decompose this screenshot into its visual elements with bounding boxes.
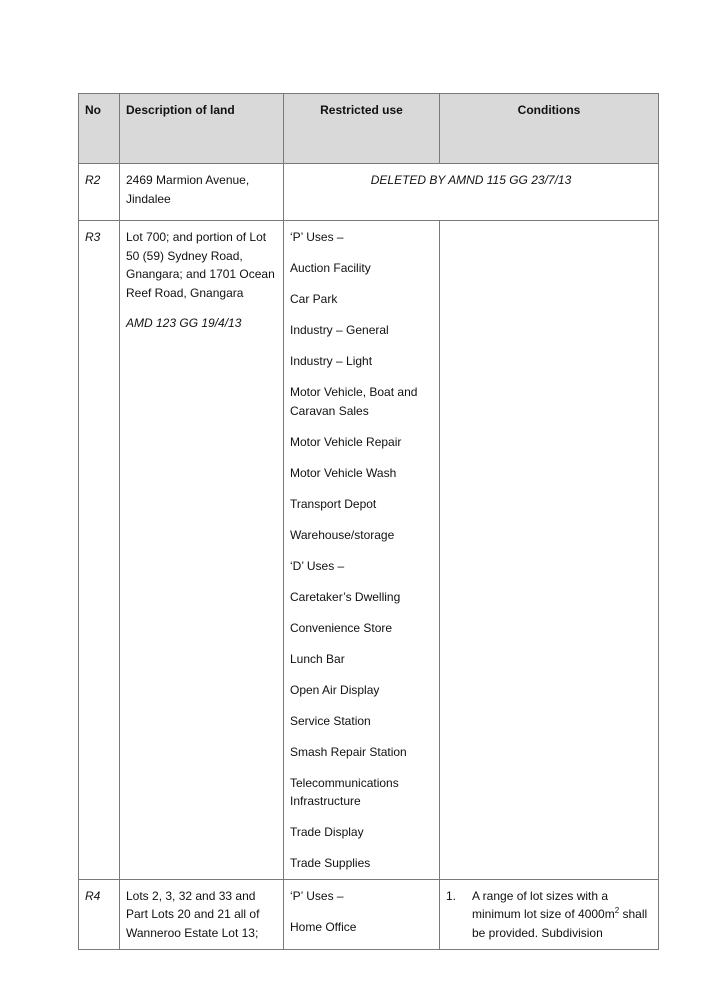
use-item: Service Station	[290, 713, 371, 728]
use-item: Smash Repair Station	[290, 744, 407, 759]
use-item: Industry – General	[290, 323, 389, 337]
use-item: Auction Facility	[290, 261, 371, 275]
use-item: ‘P’ Uses –	[290, 888, 344, 903]
table-header-row	[79, 94, 659, 164]
use-item: Trade Display	[290, 825, 364, 839]
row-r4-restricted-uses	[284, 879, 440, 949]
condition-item	[446, 887, 652, 943]
row-r2-description: 2469 Marmion Avenue, Jindalee	[120, 164, 284, 221]
use-item: Convenience Store	[290, 620, 393, 635]
row-r3-conditions	[440, 221, 659, 880]
use-item: ‘D’ Uses –	[290, 558, 345, 573]
use-item: ‘P’ Uses –	[290, 230, 344, 244]
use-item: Motor Vehicle, Boat and Caravan Sales	[290, 385, 418, 418]
use-item: Trade Supplies	[290, 856, 371, 870]
use-item: Home Office	[290, 919, 357, 934]
table-row-r3	[79, 221, 659, 880]
row-r4-conditions	[440, 879, 659, 949]
row-r3-description: Lot 700; and portion of Lot 50 (59) Sydney Road, Gnangara; and 1701 Ocean Reef Road, Gnangara	[126, 230, 275, 300]
use-item: Industry – Light	[290, 354, 373, 368]
header-no: No	[79, 94, 120, 164]
header-description-of-land: Description of land	[120, 94, 284, 164]
condition-text	[472, 887, 652, 943]
use-item: Warehouse/storage	[290, 527, 395, 542]
use-item: Open Air Display	[290, 682, 380, 697]
use-item: Car Park	[290, 292, 338, 306]
row-r2-number: R2	[79, 164, 120, 221]
row-r3-amendment-note: AMD 123 GG 19/4/13	[126, 316, 242, 330]
use-item: Transport Depot	[290, 496, 377, 511]
condition-number: 1.	[446, 888, 457, 903]
row-r2-deleted-note: DELETED BY AMND 115 GG 23/7/13	[284, 164, 659, 221]
row-r4-number: R4	[79, 879, 120, 949]
condition-text-end: shall be provided. Subdivision	[472, 907, 648, 940]
row-r4-description: Lots 2, 3, 32 and 33 and Part Lots 20 and 21 all of Wanneroo Estate Lot 13;	[120, 879, 284, 949]
row-r3-description-cell	[120, 221, 284, 880]
use-item: Lunch Bar	[290, 651, 345, 666]
table-row-r2	[79, 164, 659, 221]
use-item: Telecommunications Infrastructure	[290, 775, 399, 808]
restricted-use-schedule-table	[78, 93, 659, 950]
use-item: Motor Vehicle Repair	[290, 434, 402, 449]
table-row-r4	[79, 879, 659, 949]
header-conditions: Conditions	[440, 94, 659, 164]
condition-text-start: A range of lot sizes with a minimum lot size of 4000m	[472, 888, 615, 921]
use-item: Caretaker’s Dwelling	[290, 589, 401, 604]
row-r3-number: R3	[79, 221, 120, 880]
use-item: Motor Vehicle Wash	[290, 465, 397, 480]
superscript-squared: 2	[614, 906, 620, 915]
row-r3-restricted-uses	[284, 221, 440, 880]
header-restricted-use: Restricted use	[284, 94, 440, 164]
